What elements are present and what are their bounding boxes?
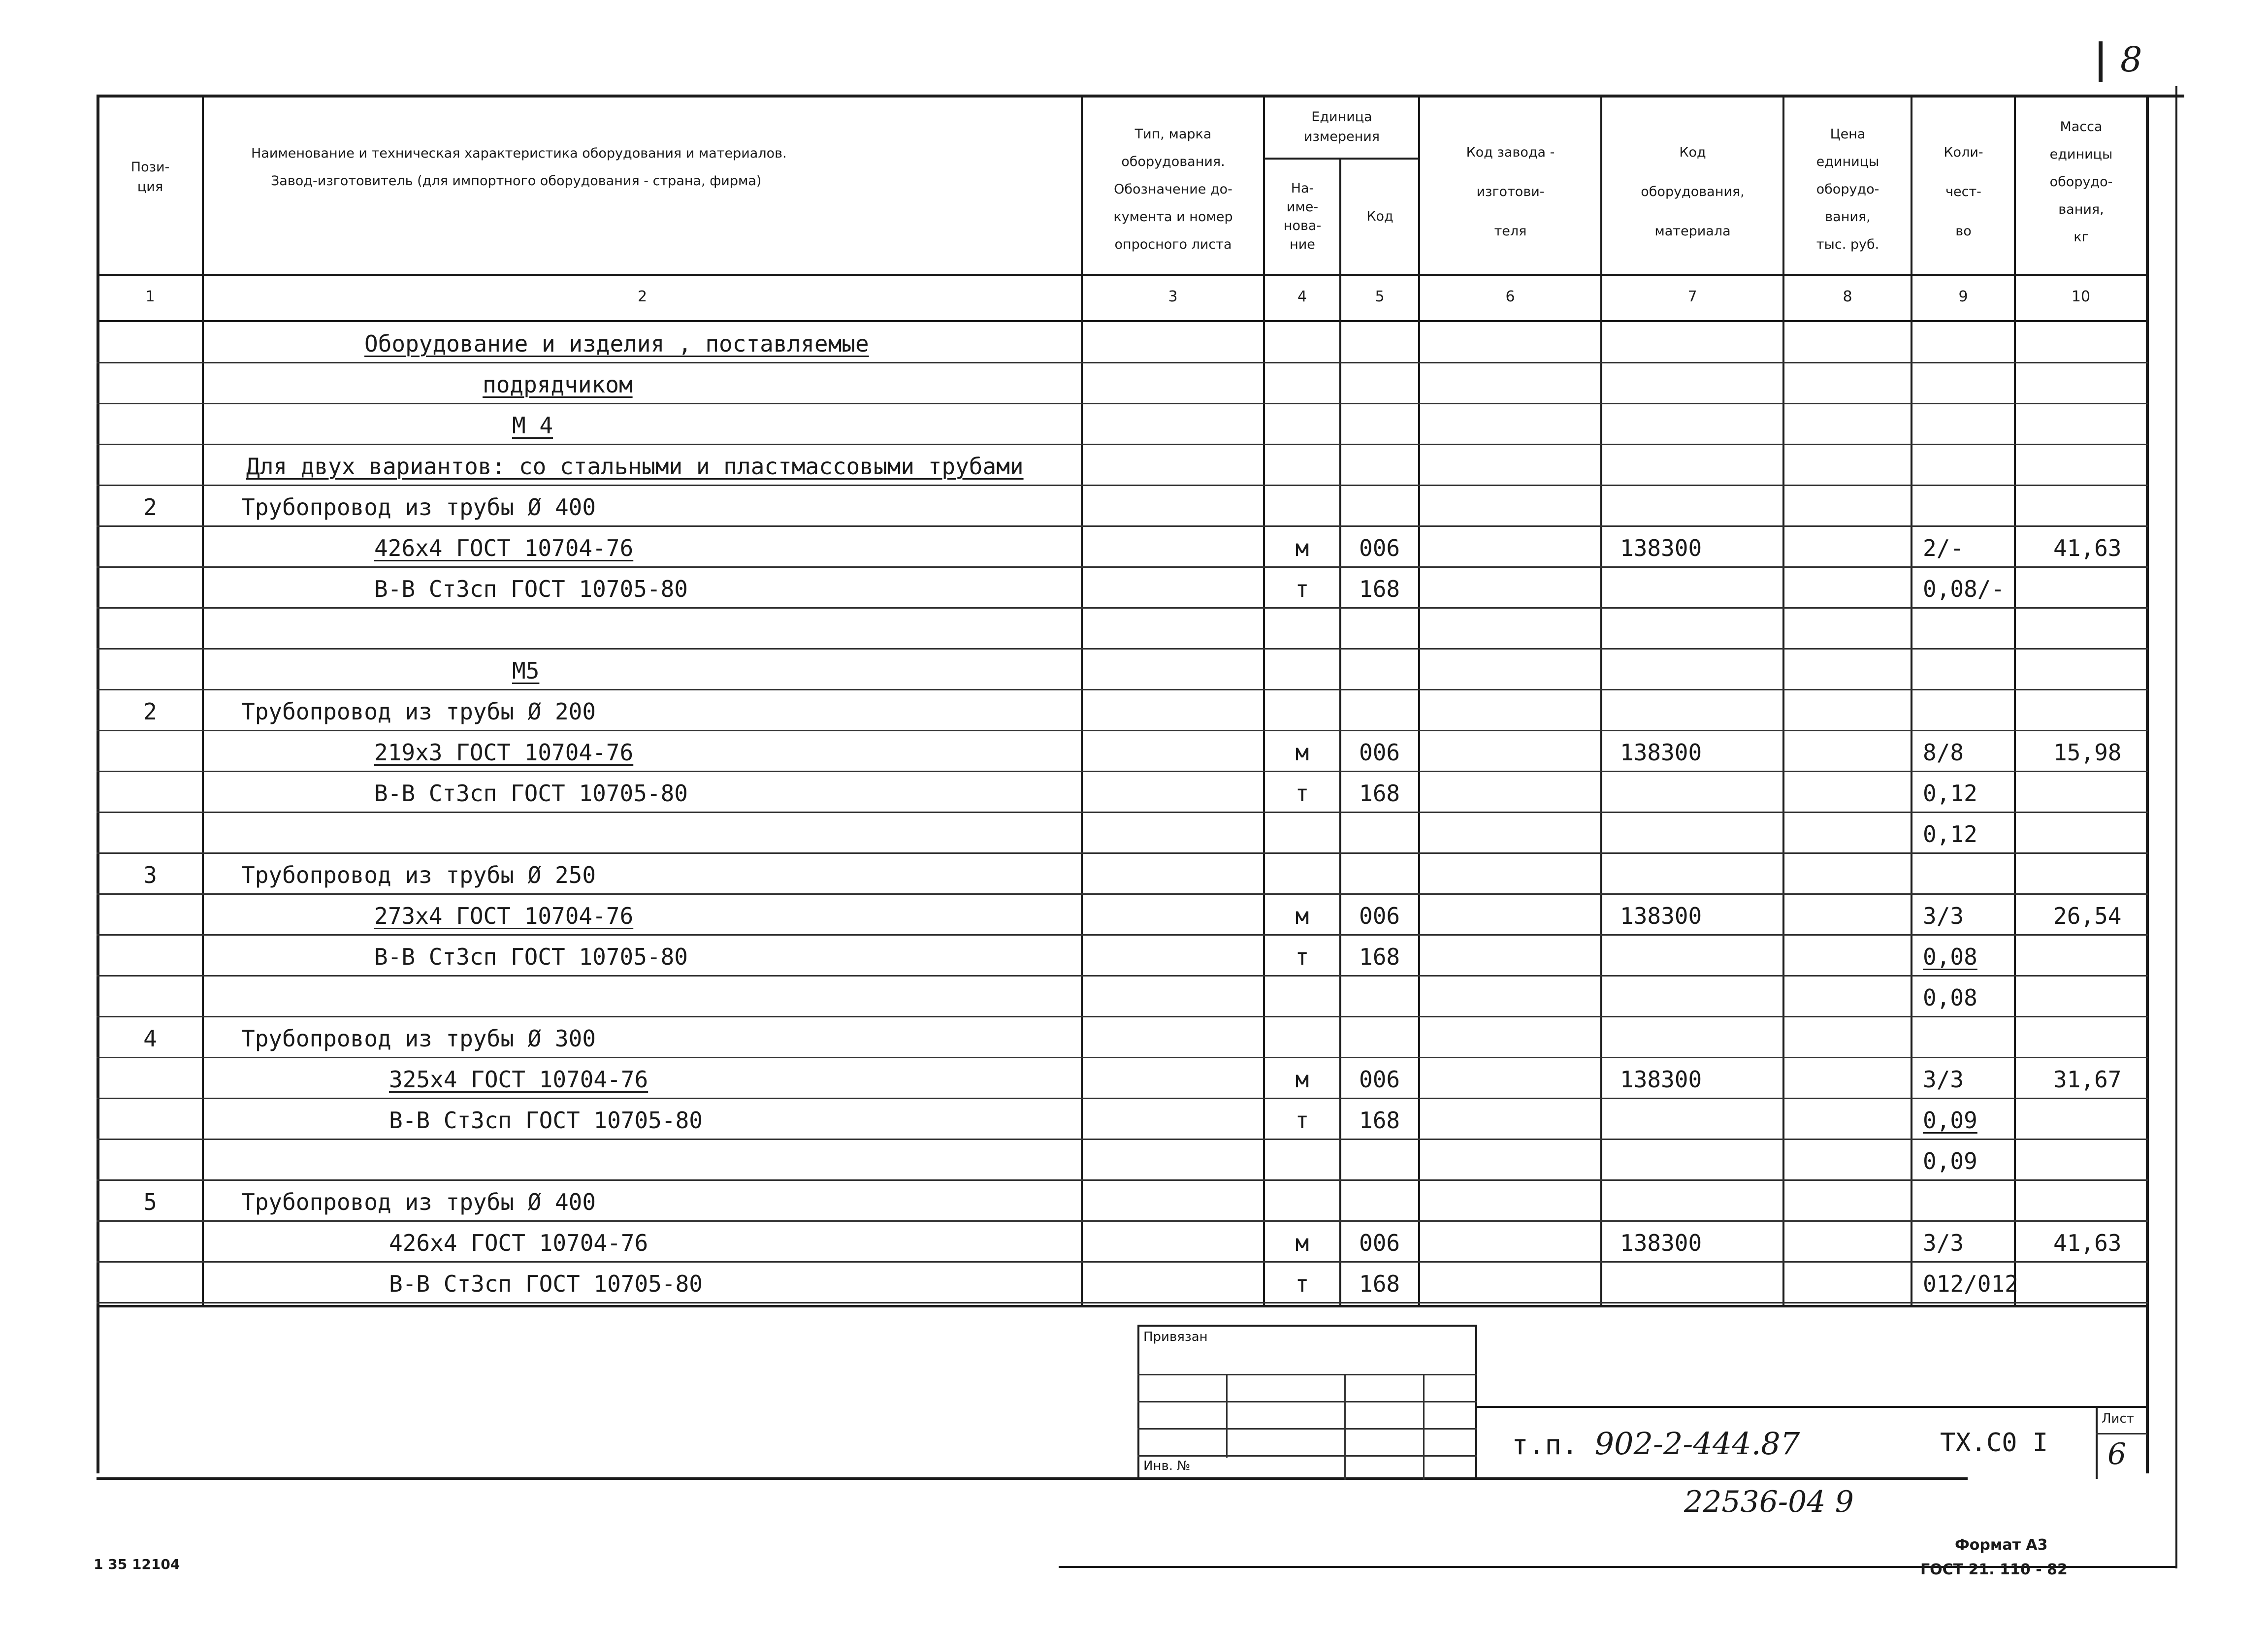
stamp-doc-code: ТХ.С0 I (1940, 1428, 2048, 1458)
unit-group-divider (1263, 158, 1418, 160)
cell-pos: 2 (143, 494, 157, 521)
cell-qty: 0,08 (1923, 944, 1977, 970)
cell-name: В-В Ст3сп ГОСТ 10705-80 (374, 576, 688, 602)
header-unit-name: На- име- нова- ние (1283, 181, 1322, 252)
vline-8 (1911, 95, 1912, 1306)
cell-mass: 41,63 (2053, 535, 2122, 561)
row-line (97, 566, 2148, 568)
cell-name: Для двух вариантов: со стальными и пластмассовыми трубами (246, 453, 1024, 480)
colnum-8: 8 (1843, 288, 1852, 305)
cell-pos: 2 (143, 698, 157, 725)
header-quantity: Коли- чест- во (1944, 145, 1983, 239)
cell-code: 006 (1359, 535, 1400, 561)
cell-unit: м (1295, 739, 1309, 766)
cell-name: В-В Ст3сп ГОСТ 10705-80 (374, 944, 688, 970)
cell-eqcode: 138300 (1620, 535, 1702, 561)
format-label: Формат А3 (1955, 1536, 2048, 1554)
colnum-4: 4 (1297, 288, 1307, 305)
outer-right-edge (2175, 86, 2177, 1568)
stamp-sheet-label: Лист (2102, 1411, 2134, 1426)
stamp-sheet-number: 6 (2107, 1437, 2127, 1471)
vline-1 (202, 95, 204, 1306)
colnum-bottom (97, 320, 2148, 322)
row-line (97, 771, 2148, 772)
header-equipment-code: Код оборудования, материала (1641, 145, 1745, 239)
cell-name: В-В Ст3сп ГОСТ 10705-80 (374, 780, 688, 807)
stamp-priv-top (1137, 1325, 1477, 1327)
row-line (97, 689, 2148, 690)
cell-code: 006 (1359, 1066, 1400, 1093)
cell-code: 168 (1359, 1271, 1400, 1297)
row-line (97, 444, 2148, 445)
cell-mass: 41,63 (2053, 1230, 2122, 1256)
cell-unit: т (1295, 780, 1309, 807)
vline-6 (1600, 95, 1602, 1306)
cell-unit: м (1295, 1066, 1309, 1093)
row-line (97, 1057, 2148, 1058)
stamp-priv-row3 (1137, 1428, 1477, 1430)
header-mass: Масса единицы оборудо- вания, кг (2049, 119, 2113, 245)
cell-name: В-В Ст3сп ГОСТ 10705-80 (389, 1107, 703, 1134)
header-factory-code: Код завода - изготови- теля (1466, 145, 1555, 239)
stamp-priv-col3 (1423, 1374, 1425, 1480)
row-line (97, 362, 2148, 363)
cell-code: 168 (1359, 780, 1400, 807)
header-unit-group: Единица измерения (1303, 109, 1380, 144)
stamp-designation-number: 902-2-444.87 (1594, 1426, 1800, 1462)
colnum-10: 10 (2071, 288, 2091, 305)
row-line (97, 525, 2148, 527)
header-unit-code: Код (1366, 209, 1393, 224)
stamp-priv-row2 (1137, 1401, 1477, 1402)
cell-unit: т (1295, 944, 1309, 970)
table-bottom (97, 1305, 2148, 1307)
cell-unit: т (1295, 1107, 1309, 1134)
cell-name: В-В Ст3сп ГОСТ 10705-80 (389, 1271, 703, 1297)
row-line (97, 485, 2148, 486)
gost-label: ГОСТ 21. 110 - 82 (1920, 1561, 2068, 1578)
row-line (97, 1302, 2148, 1303)
colnum-7: 7 (1687, 288, 1697, 305)
vline-7 (1782, 95, 1784, 1306)
cell-code: 168 (1359, 944, 1400, 970)
cell-qty: 0,08/- (1923, 576, 2005, 602)
cell-mass: 31,67 (2053, 1066, 2122, 1093)
cell-qty: 3/3 (1923, 1066, 1964, 1093)
vline-4 (1339, 158, 1341, 1306)
row-line (97, 1016, 2148, 1017)
vline-5 (1418, 95, 1420, 1306)
cell-qty: 0,09 (1923, 1107, 1977, 1134)
stamp-sheet-divider (2096, 1433, 2147, 1434)
cell-eqcode: 138300 (1620, 1230, 1702, 1256)
vline-2 (1081, 95, 1083, 1306)
stamp-privyazan: Привязан (1143, 1330, 1208, 1344)
stamp-priv-col1 (1226, 1374, 1228, 1458)
cell-name: 426x4 ГОСТ 10704-76 (389, 1230, 648, 1256)
cell-mass: 15,98 (2053, 739, 2122, 766)
row-line (97, 975, 2148, 977)
header-price: Цена единицы оборудо- вания, тыс. руб. (1816, 127, 1879, 252)
row-line (97, 852, 2148, 854)
header-type: Тип, марка оборудования. Обозначение до- кумента и номер опросного листа (1113, 127, 1233, 252)
cell-unit: м (1295, 1230, 1309, 1256)
stamp-priv-col2 (1344, 1374, 1346, 1480)
cell-name: Трубопровод из трубы Ø 250 (241, 862, 596, 888)
page-number: 8 (2120, 39, 2142, 80)
cell-name: Оборудование и изделия , поставляемые (364, 330, 869, 357)
colnum-3: 3 (1168, 288, 1178, 305)
cell-mass: 26,54 (2053, 903, 2122, 929)
header-bottom (97, 274, 2148, 276)
stamp-designation-prefix: т.п. (1512, 1429, 1578, 1461)
page-number-marker (2099, 41, 2103, 82)
cell-code: 006 (1359, 1230, 1400, 1256)
handwritten-number: 22536-04 9 (1684, 1485, 1854, 1519)
stamp-priv-row4 (1137, 1455, 1477, 1457)
cell-name: Трубопровод из трубы Ø 200 (241, 698, 596, 725)
cell-unit: т (1295, 1271, 1309, 1297)
cell-name: Трубопровод из трубы Ø 400 (241, 1189, 596, 1215)
vline-9 (2014, 95, 2016, 1306)
cell-qty: 3/3 (1923, 903, 1964, 929)
cell-name: 325x4 ГОСТ 10704-76 (389, 1066, 648, 1093)
cell-code: 006 (1359, 903, 1400, 929)
colnum-6: 6 (1505, 288, 1515, 305)
cell-pos: 3 (143, 862, 157, 888)
cell-qty: 0,08 (1923, 984, 1977, 1011)
cell-name: 219x3 ГОСТ 10704-76 (374, 739, 634, 766)
cell-pos: 5 (143, 1189, 157, 1215)
cell-qty: 0,09 (1923, 1148, 1977, 1174)
row-line (97, 893, 2148, 895)
frame-bottom (97, 1477, 1968, 1480)
header-position: Пози-ция (130, 160, 170, 195)
row-line (97, 1261, 2148, 1263)
cell-code: 168 (1359, 1107, 1400, 1134)
cell-eqcode: 138300 (1620, 903, 1702, 929)
cell-code: 168 (1359, 576, 1400, 602)
stamp-sheet-left (2096, 1406, 2098, 1479)
row-line (97, 1098, 2148, 1099)
cell-unit: м (1295, 903, 1309, 929)
cell-unit: м (1295, 535, 1309, 561)
row-line (97, 648, 2148, 650)
row-line (97, 1220, 2148, 1222)
frame-top (97, 95, 2184, 98)
frame-right (2146, 95, 2149, 1473)
row-line (97, 1139, 2148, 1140)
stamp-priv-row1 (1137, 1374, 1477, 1375)
cell-eqcode: 138300 (1620, 1066, 1702, 1093)
cell-code: 006 (1359, 739, 1400, 766)
bottom-left-code: 1 35 12104 (94, 1556, 180, 1572)
cell-qty: 0,12 (1923, 780, 1977, 807)
stamp-title-top (1477, 1406, 2147, 1408)
colnum-1: 1 (145, 288, 155, 305)
cell-name: 273x4 ГОСТ 10704-76 (374, 903, 634, 929)
cell-qty: 0,12 (1923, 821, 1977, 847)
row-line (97, 1179, 2148, 1181)
cell-eqcode: 138300 (1620, 739, 1702, 766)
cell-name: Трубопровод из трубы Ø 400 (241, 494, 596, 521)
stamp-designation (1512, 1426, 1800, 1462)
stamp-inv-no: Инв. № (1143, 1459, 1191, 1473)
row-line (97, 934, 2148, 936)
cell-name: М 4 (512, 412, 553, 439)
header-name: Наименование и техническая характеристика оборудования и материалов. Завод-изготовитель (для импортного оборудования - страна, фирма) (251, 146, 787, 189)
cell-pos: 4 (143, 1025, 157, 1052)
colnum-9: 9 (1958, 288, 1968, 305)
row-line (97, 403, 2148, 404)
cell-qty: 012/012 (1923, 1271, 2018, 1297)
row-line (97, 607, 2148, 609)
cell-qty: 2/- (1923, 535, 1964, 561)
colnum-2: 2 (637, 288, 648, 305)
cell-qty: 3/3 (1923, 1230, 1964, 1256)
cell-name: Трубопровод из трубы Ø 300 (241, 1025, 596, 1052)
cell-name: подрядчиком (483, 371, 633, 398)
colnum-5: 5 (1375, 288, 1385, 305)
cell-qty: 8/8 (1923, 739, 1964, 766)
row-line (97, 730, 2148, 731)
cell-name: М5 (512, 657, 540, 684)
cell-name: 426x4 ГОСТ 10704-76 (374, 535, 634, 561)
row-line (97, 812, 2148, 813)
cell-unit: т (1295, 576, 1309, 602)
